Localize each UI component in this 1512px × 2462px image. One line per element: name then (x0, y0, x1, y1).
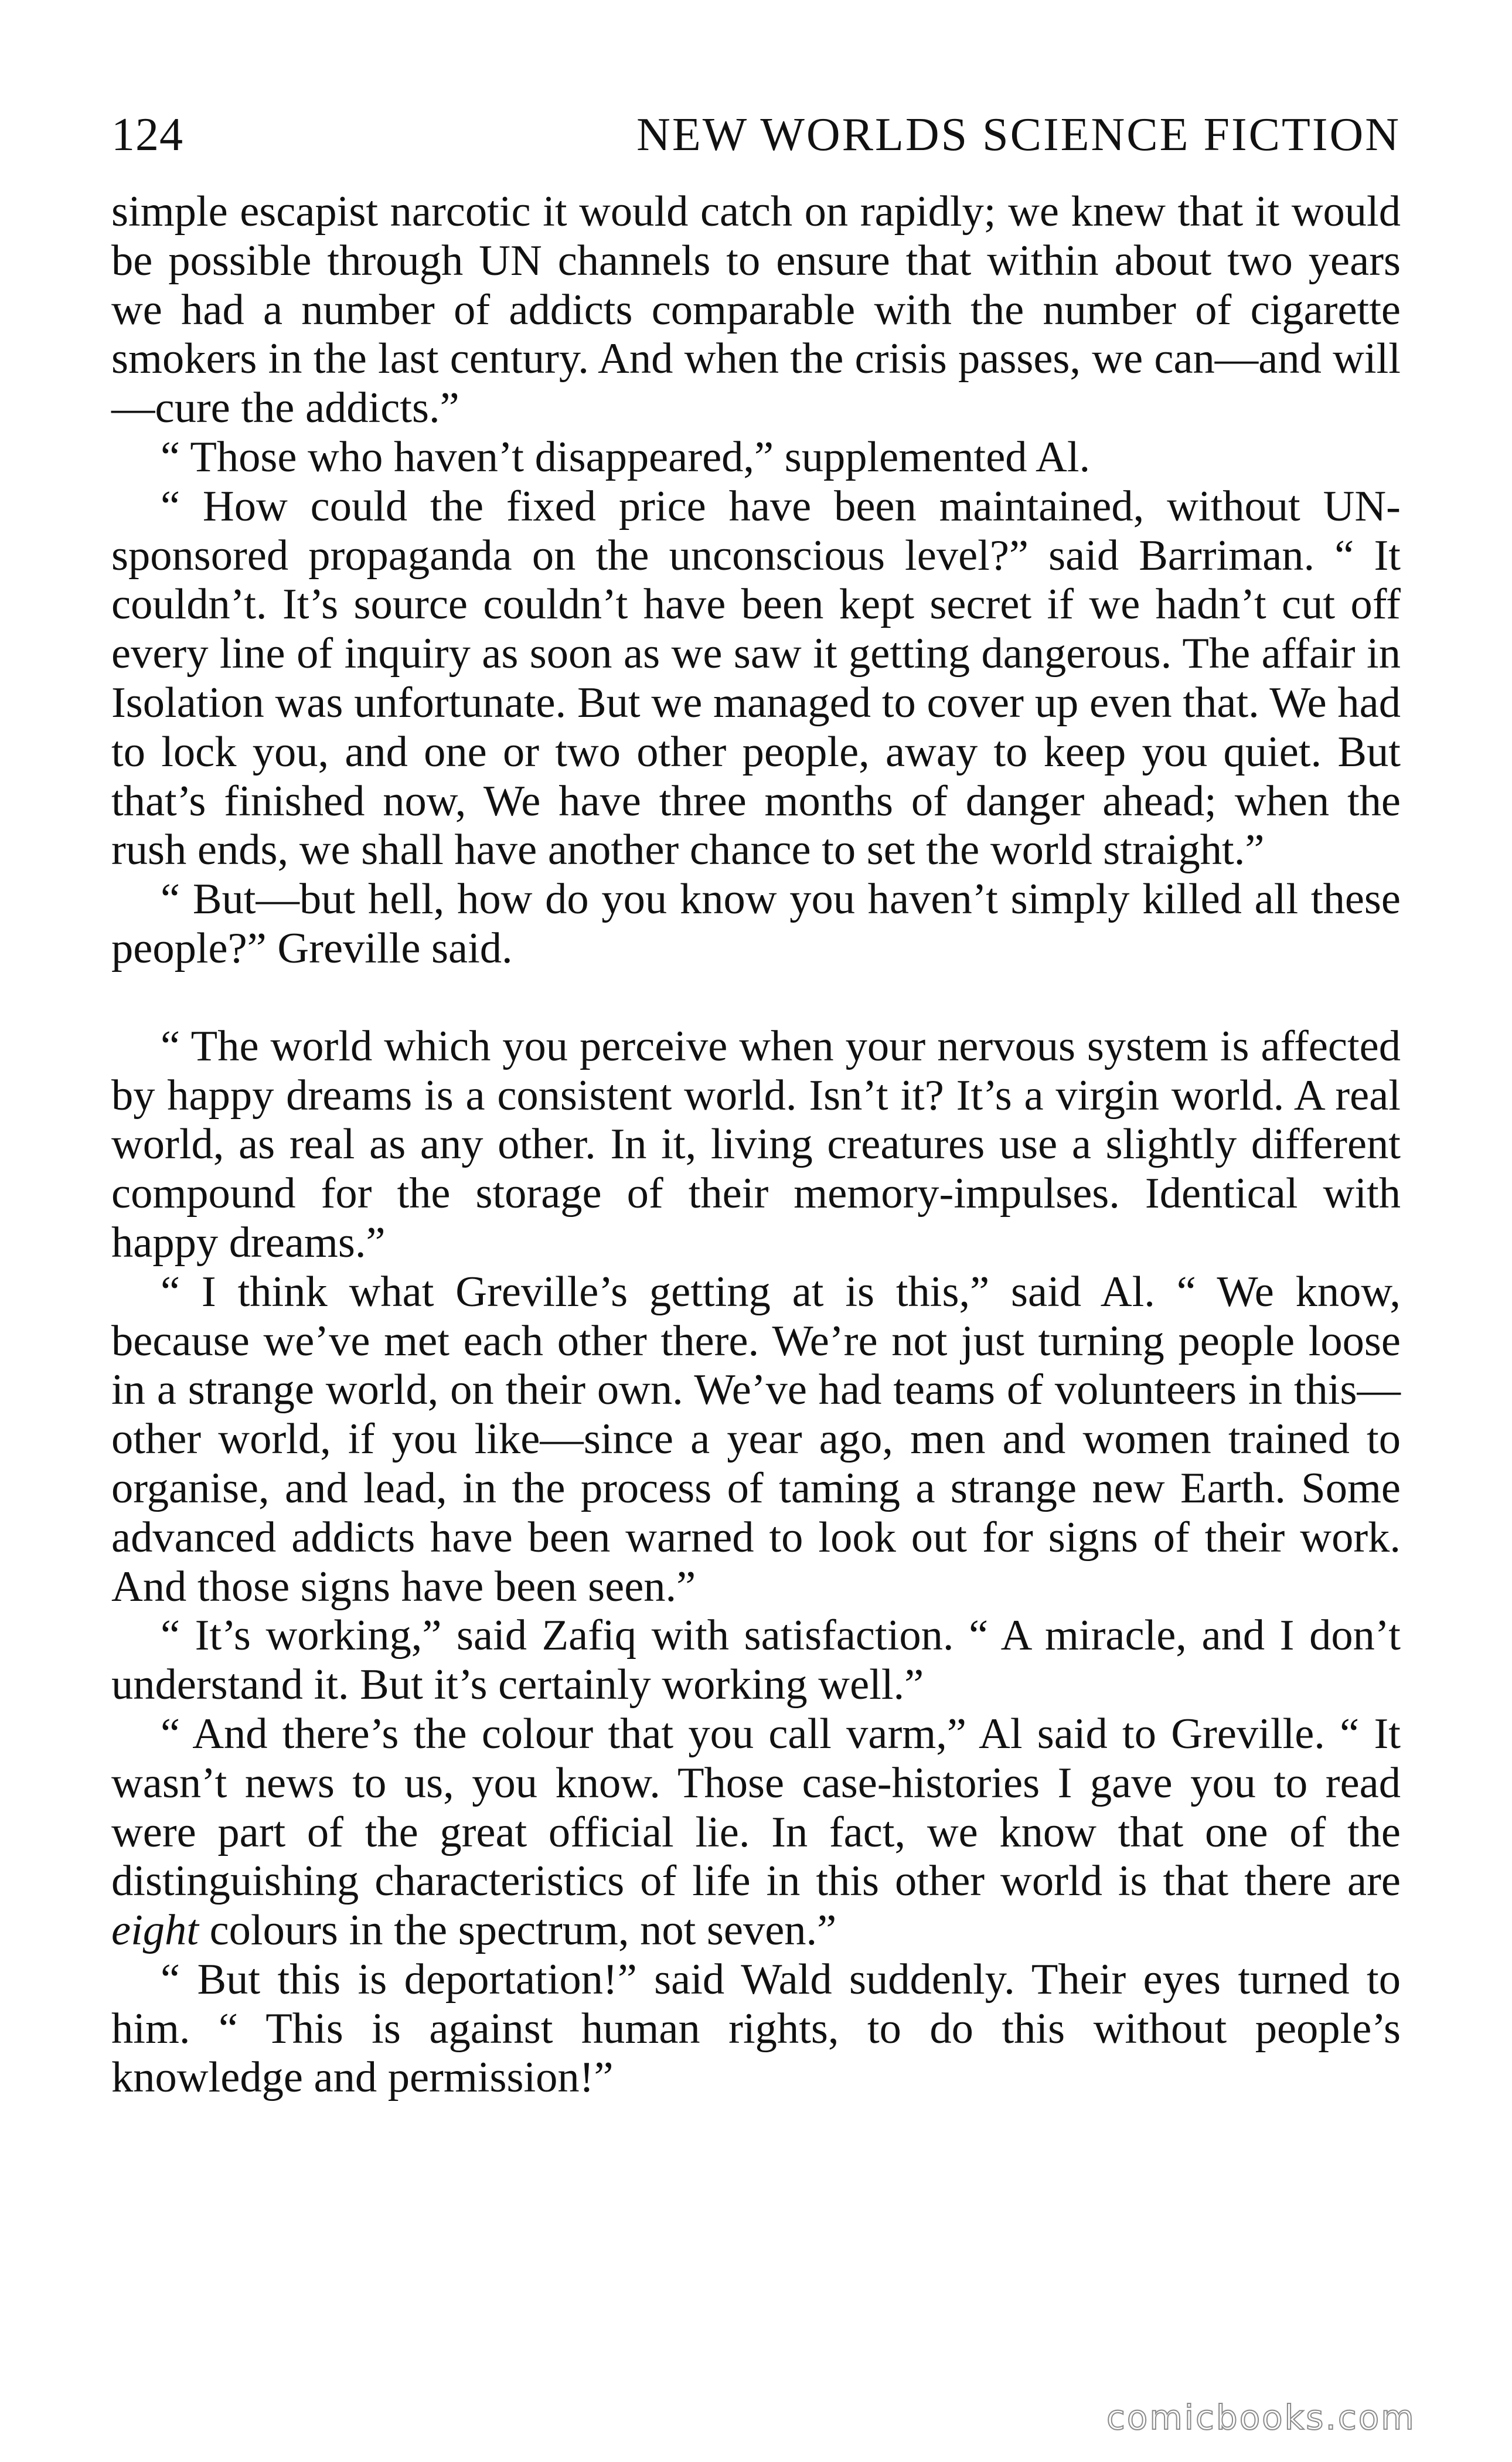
publication-title: NEW WORLDS SCIENCE FICTION (636, 109, 1401, 161)
paragraph: “ Those who haven’t disappeared,” supplemented Al. (161, 433, 1091, 481)
paragraph (111, 1710, 1401, 1956)
book-page (111, 111, 1401, 2386)
section-break (111, 974, 1401, 1022)
paragraph: “ It’s working,” said Zafiq with satisfaction. “ A miracle, and I don’t understand it. But it’s certainly working well.” (111, 1611, 1401, 1709)
paragraph: “ How could the fixed price have been maintained, without UN-sponsored propaganda on the unconscious level?” said Barriman. “ It couldn’t. It’s source couldn’t have been kept secret if we hadn’t cut off every line of inquiry as soon as we saw it getting dangerous. The affair in Isolation was unfortunate. But we managed to cover up even that. We had to lock you, and one or two other people, away to keep you quiet. But that’s finished now, We have three months of danger ahead; when the rush ends, we shall have another chance to set the world straight.” (111, 482, 1401, 875)
paragraph-text: colours in the spectrum, not seven.” (198, 1906, 837, 1955)
watermark-text: comicbooks.com (1106, 2398, 1416, 2437)
paragraph: “ I think what Greville’s getting at is this,” said Al. “ We know, because we’ve met each other there. We’re not just turning people loose in a strange world, on their own. We’ve had teams of volunteers in this—other world, if you like—since a year ago, men and women trained to organise, and lead, in the process of taming a strange new Earth. Some advanced addicts have been warned to look out for signs of their work. And those signs have been seen.” (111, 1267, 1401, 1611)
page-number: 124 (111, 109, 183, 161)
paragraph: “ But—but hell, how do you know you haven’t simply killed all these people?” Greville said. (111, 875, 1401, 972)
paragraph: “ But this is deportation!” said Wald suddenly. Their eyes turned to him. “ This is against human rights, to do this without people’s knowledge and permission!” (111, 1955, 1401, 2102)
story-text (111, 188, 1401, 2103)
paragraph-text: “ And there’s the colour that you call varm,” Al said to Greville. “ It wasn’t news to us, you know. Those case-histories I gave you to read were part of the great official lie. In fact, we know that one of the distinguishing characteristics of life in this other world is that there are (111, 1709, 1401, 1906)
paragraph-continuation: simple escapist narcotic it would catch on rapidly; we knew that it would be possible through UN channels to ensure that within about two years we had a number of addicts comparable with the number of cigarette smokers in the last century. And when the crisis passes, we can—and will—cure the addicts.” (111, 188, 1401, 433)
running-head (111, 111, 1401, 176)
paragraph: “ The world which you perceive when your nervous system is affected by happy dreams is a consistent world. Isn’t it? It’s a virgin world. A real world, as real as any other. In it, living creatures use a slightly different compound for the storage of their memory-impulses. Identical with happy dreams.” (111, 1022, 1401, 1267)
emphasis-text: eight (111, 1906, 199, 1955)
